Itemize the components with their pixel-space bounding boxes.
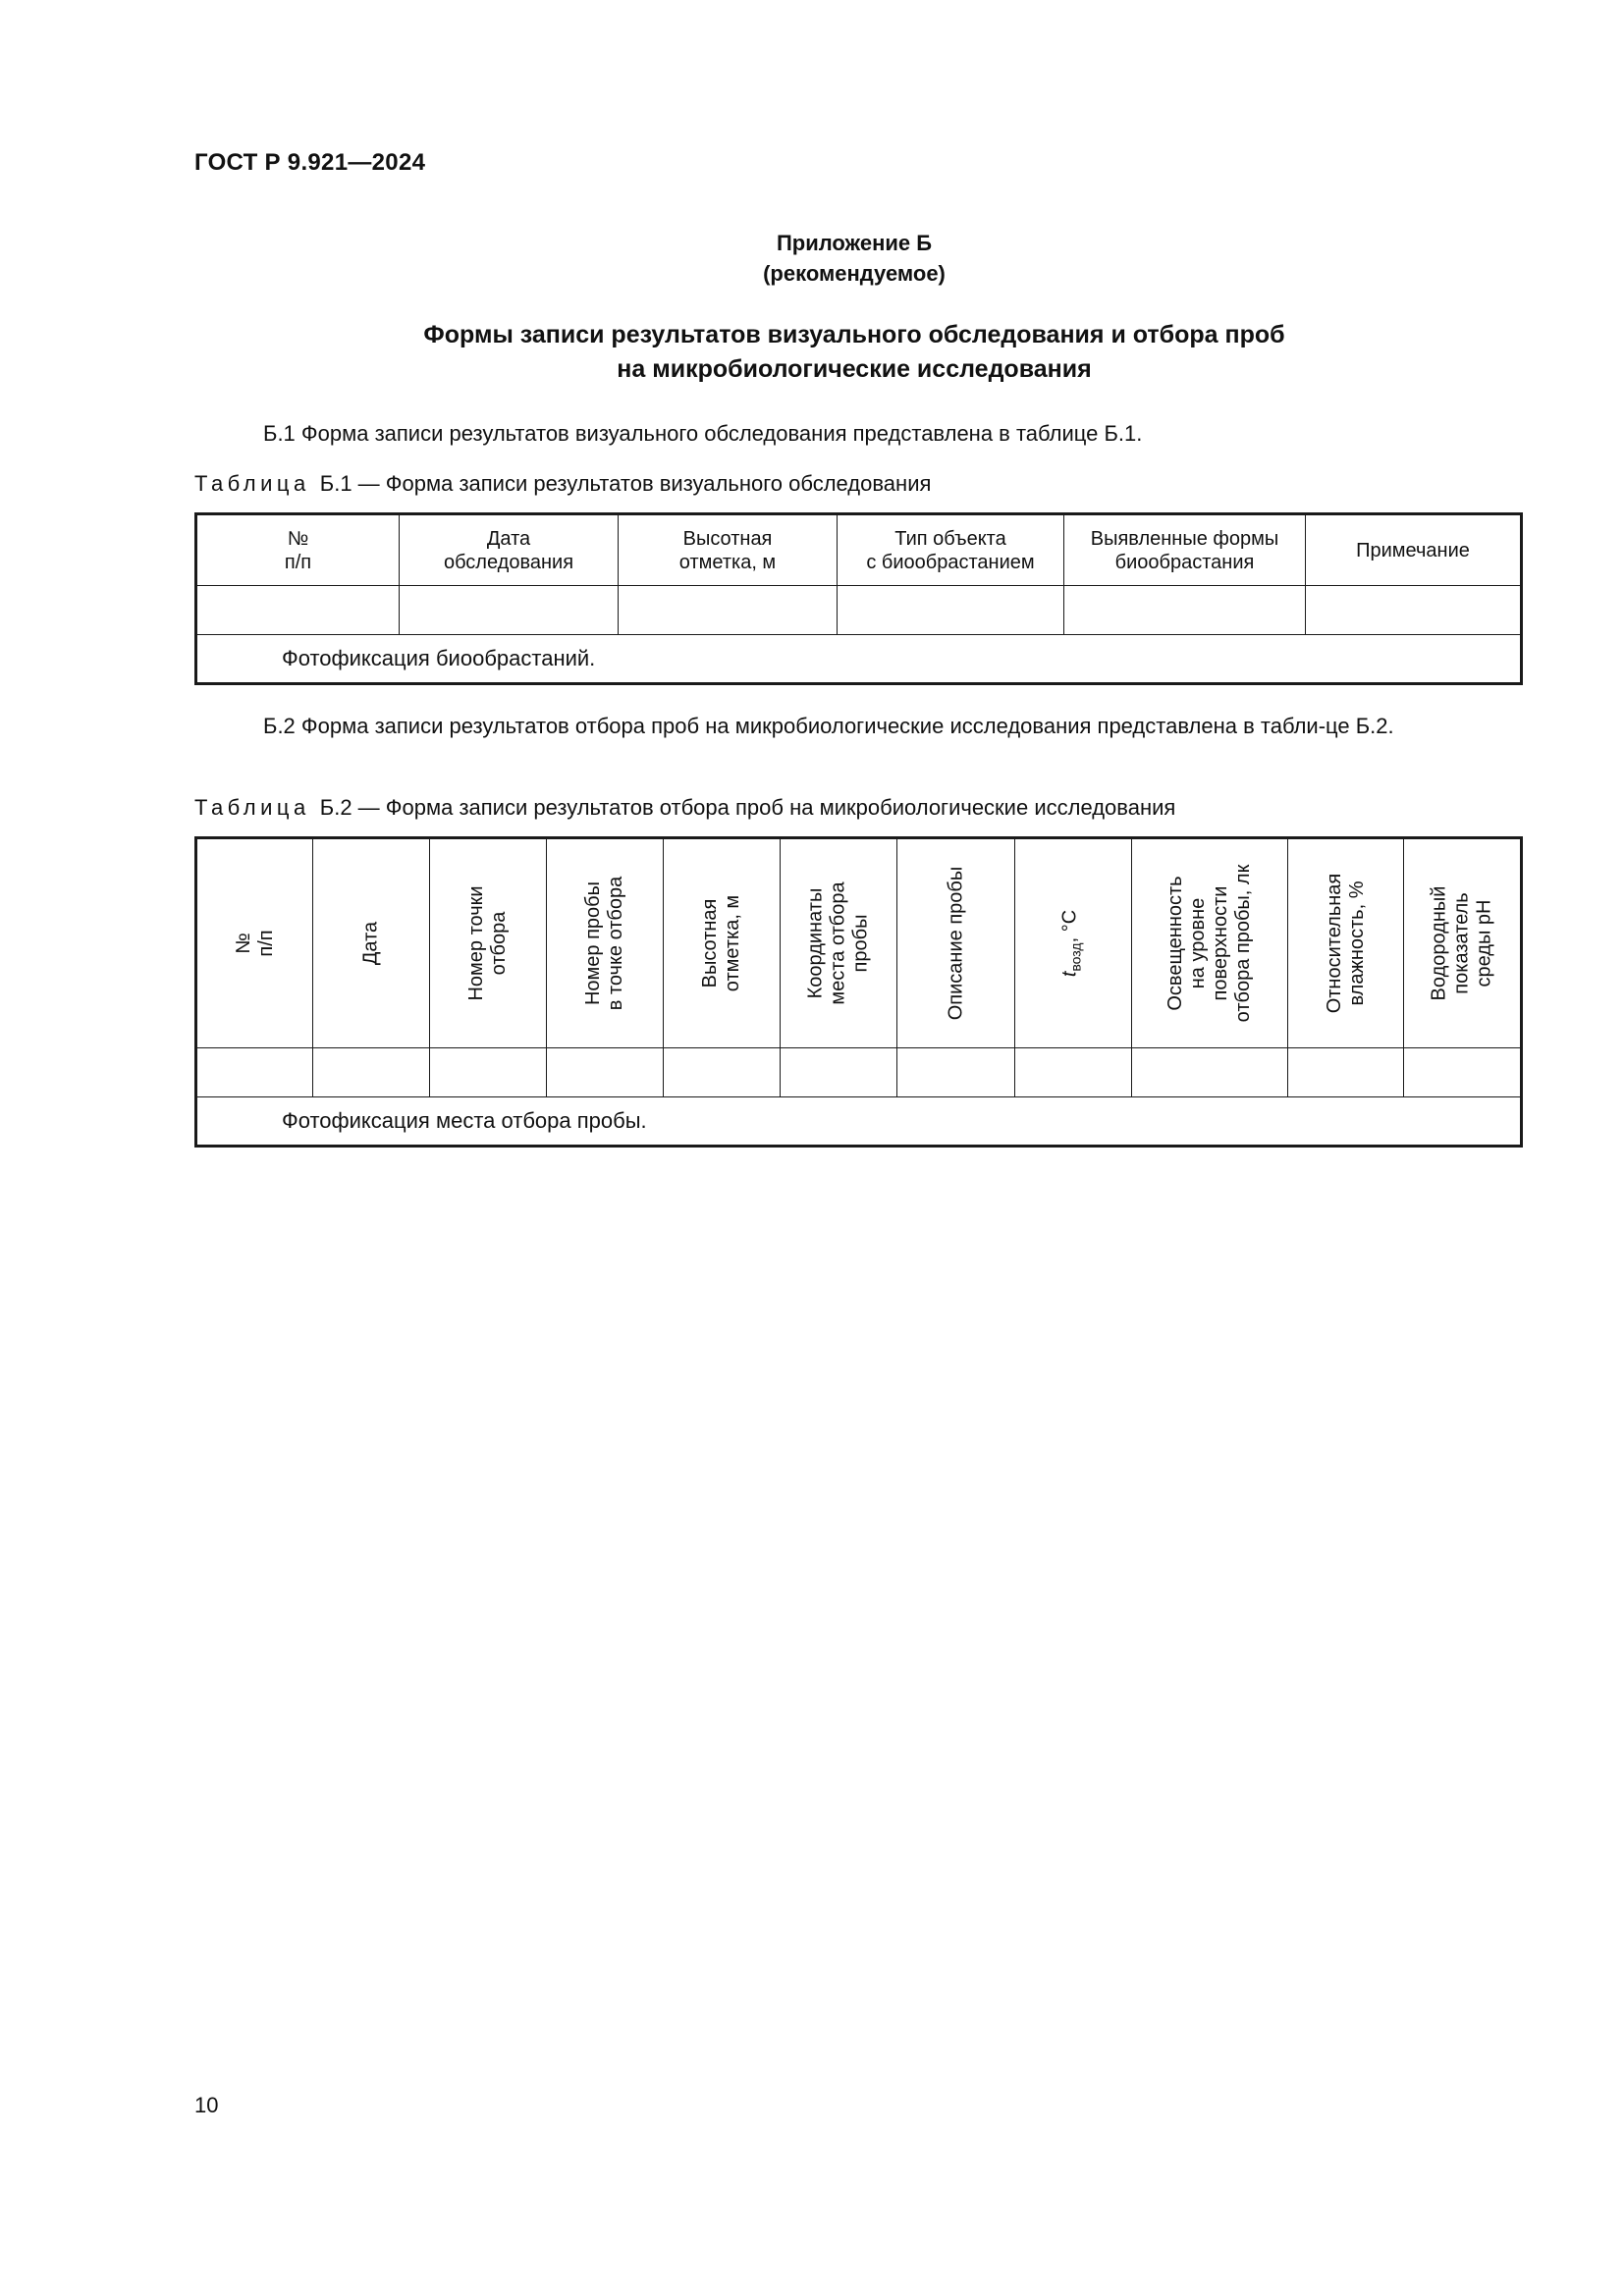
table-b2-cell — [1132, 1048, 1288, 1097]
table-b2 — [194, 836, 1523, 1148]
table-b1-header-number: № п/п — [196, 514, 400, 586]
document-code: ГОСТ Р 9.921—2024 — [194, 149, 426, 176]
table-b1-header-note: Примечание — [1306, 514, 1522, 586]
paragraph-b2 — [194, 711, 1520, 742]
table-b2-header-point-number: Номер точки отбора — [430, 838, 547, 1048]
table-b2-header-date: Дата — [313, 838, 430, 1048]
appendix-heading — [187, 228, 1522, 289]
table-b1-header-forms: Выявленные формы биообрастания — [1064, 514, 1306, 586]
table-b2-caption-text: Б.2 — Форма записи результатов отбора проб на микробиологические исследования — [319, 795, 1176, 820]
table-b2-header-illuminance: Освещенность на уровне поверхности отбора пробы, лк — [1132, 838, 1288, 1048]
table-b1-caption — [194, 471, 931, 497]
table-b1-note: Фотофиксация биообрастаний. — [196, 635, 1522, 684]
table-b1-caption-label: Таблица — [194, 471, 310, 496]
appendix-status: (рекомендуемое) — [763, 261, 946, 286]
table-b1-caption-text: Б.1 — Форма записи результатов визуального обследования — [319, 471, 932, 496]
table-b2-cell — [196, 1048, 313, 1097]
table-b1-cell — [196, 586, 400, 635]
table-b2-cell — [1015, 1048, 1132, 1097]
section-title-line1: Формы записи результатов визуального обследования и отбора проб — [423, 321, 1285, 348]
table-b2-cell — [897, 1048, 1015, 1097]
table-b2-header-ph: Водородный показатель среды pH — [1404, 838, 1522, 1048]
page-number: 10 — [194, 2093, 219, 2117]
table-b1-header-date: Дата обследования — [400, 514, 619, 586]
temperature-unit: , °C — [1058, 909, 1081, 943]
table-b2-header-elevation: Высотная отметка, м — [664, 838, 781, 1048]
table-b2-cell — [313, 1048, 430, 1097]
temperature-subscript: возд — [1067, 942, 1084, 972]
table-b1-cell — [619, 586, 838, 635]
table-b1-header-object-type: Тип объекта с биообрастанием — [838, 514, 1064, 586]
appendix-title: Приложение Б — [776, 231, 933, 255]
table-b2-empty-row — [196, 1048, 1522, 1097]
temperature-symbol: t — [1058, 971, 1081, 978]
table-b2-header-humidity: Относительная влажность, % — [1288, 838, 1404, 1048]
table-b1 — [194, 512, 1523, 685]
table-b1-cell — [1064, 586, 1306, 635]
table-b2-cell — [1288, 1048, 1404, 1097]
table-b2-header-air-temperature — [1015, 838, 1132, 1048]
table-b1-empty-row — [196, 586, 1522, 635]
paragraph-b2-text: Б.2 Форма записи результатов отбора проб на микробиологические исследования представлена в табли-це Б.2. — [263, 714, 1394, 738]
table-b2-header-coordinates: Координаты места отбора пробы — [781, 838, 897, 1048]
section-title — [187, 318, 1522, 387]
table-b2-caption — [194, 795, 1175, 821]
paragraph-b1: Б.1 Форма записи результатов визуального обследования представлена в таблице Б.1. — [263, 421, 1143, 446]
table-b2-cell — [547, 1048, 664, 1097]
table-b2-cell — [664, 1048, 781, 1097]
table-b2-cell — [430, 1048, 547, 1097]
table-b2-header-number: № п/п — [196, 838, 313, 1048]
table-b2-cell — [1404, 1048, 1522, 1097]
section-title-line2: на микробиологические исследования — [617, 355, 1092, 383]
table-b1-cell — [1306, 586, 1522, 635]
table-b2-cell — [781, 1048, 897, 1097]
table-b2-header-description: Описание пробы — [897, 838, 1015, 1048]
table-b2-header-sample-number: Номер пробы в точке отбора — [547, 838, 664, 1048]
table-b1-cell — [400, 586, 619, 635]
table-b2-note: Фотофиксация места отбора пробы. — [196, 1097, 1522, 1147]
table-b2-caption-label: Таблица — [194, 795, 310, 820]
table-b1-header-elevation: Высотная отметка, м — [619, 514, 838, 586]
table-b1-cell — [838, 586, 1064, 635]
